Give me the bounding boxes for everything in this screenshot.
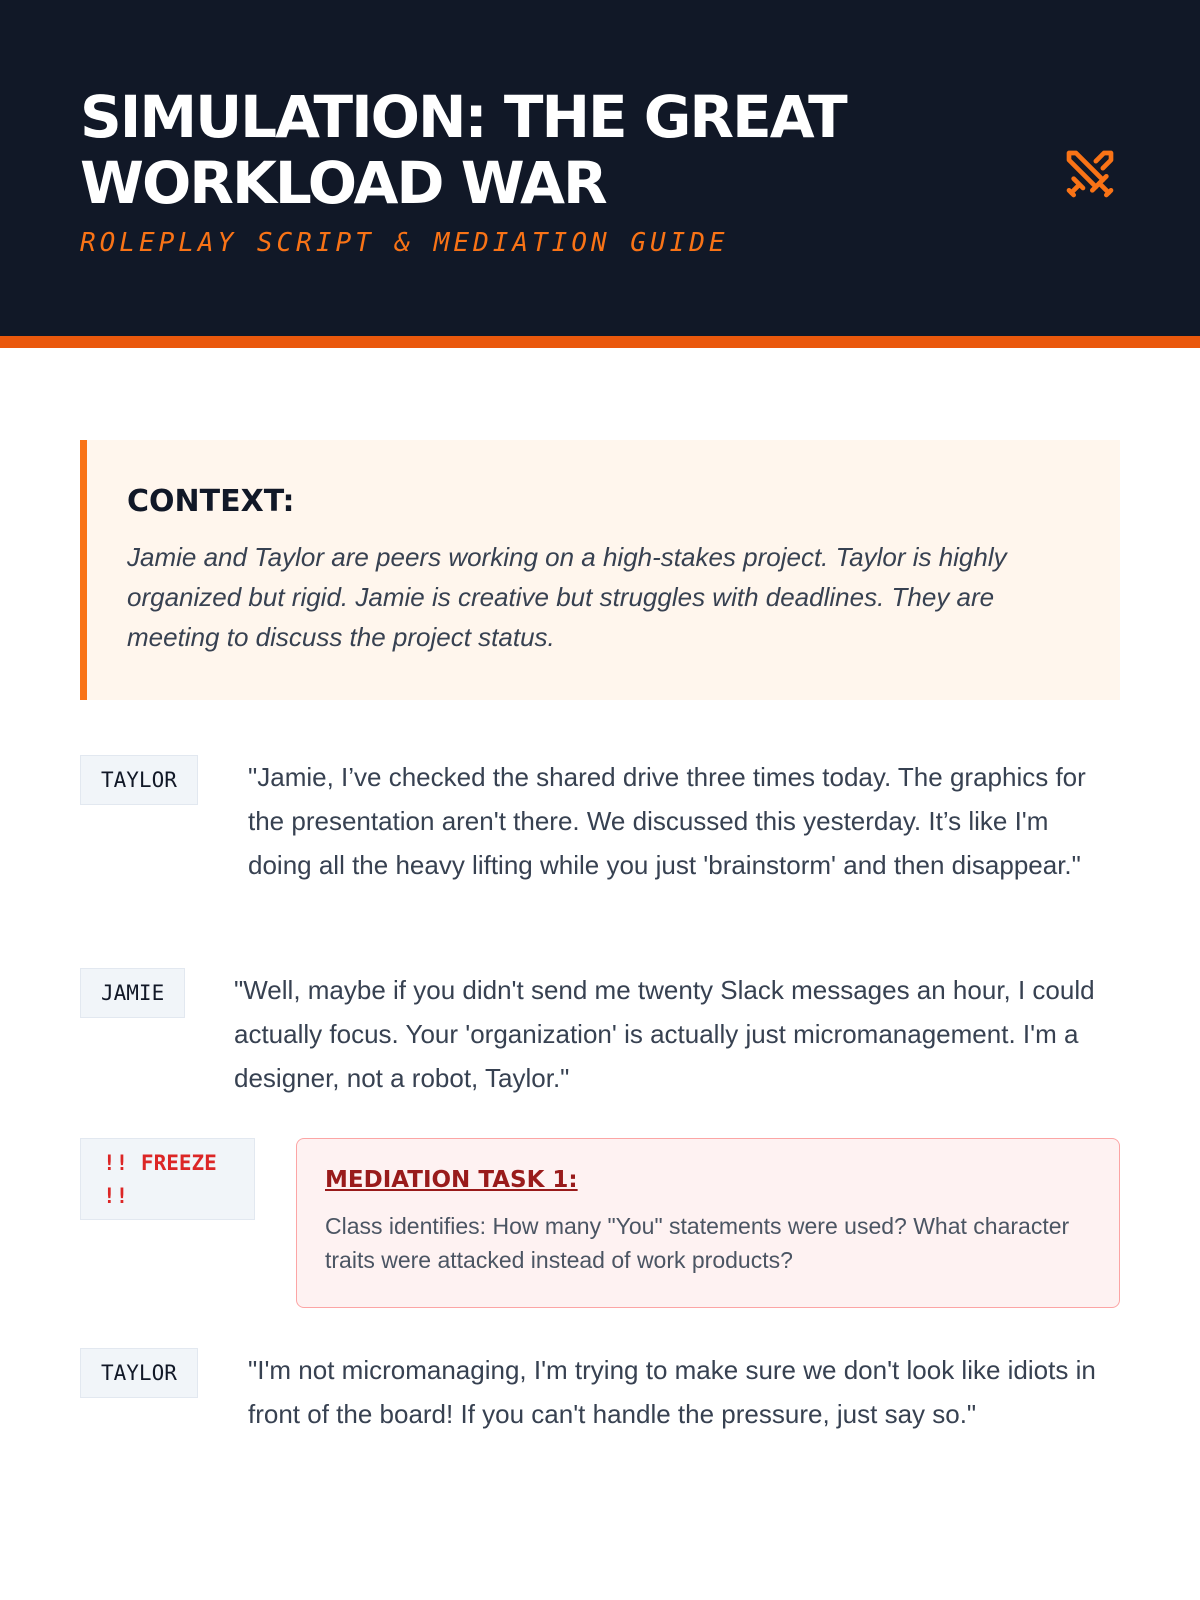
speaker-tag: TAYLOR (80, 1348, 198, 1398)
speaker-tag: TAYLOR (80, 755, 198, 805)
page-title: SIMULATION: THE GREAT WORKLOAD WAR (80, 83, 846, 217)
freeze-tag: !! FREEZE !! (80, 1138, 255, 1220)
page-subtitle: ROLEPLAY SCRIPT & MEDIATION GUIDE (80, 228, 729, 258)
speaker-tag: JAMIE (80, 968, 185, 1018)
mediation-task-text: Class identifies: How many "You" statements were used? What character traits were attacked instead of work products? (325, 1213, 1070, 1273)
dialogue-text: "Well, maybe if you didn't send me twenty Slack messages an hour, I could actually focus. Your 'organization' is actually just micromanagement. I'm a designer, not a robot, Taylor." (234, 975, 1095, 1093)
context-box (80, 440, 1120, 700)
dialogue-text: "I'm not micromanaging, I'm trying to make sure we don't look like idiots in front of the board! If you can't handle the pressure, just say so." (248, 1355, 1096, 1429)
context-title: CONTEXT: (127, 484, 295, 519)
context-text: Jamie and Taylor are peers working on a high-stakes project. Taylor is highly organized but rigid. Jamie is creative but struggles with deadlines. They are meeting to discuss the project status. (127, 542, 1007, 652)
crossed-swords-icon (1062, 146, 1118, 202)
page-header (0, 0, 1200, 348)
mediation-task-title: MEDIATION TASK 1: (325, 1167, 578, 1193)
mediation-task-box (296, 1138, 1120, 1308)
dialogue-text: "Jamie, I’ve checked the shared drive three times today. The graphics for the presentation aren't there. We discussed this yesterday. It’s like I'm doing all the heavy lifting while you just 'brainstorm' and then disappear." (248, 762, 1086, 880)
